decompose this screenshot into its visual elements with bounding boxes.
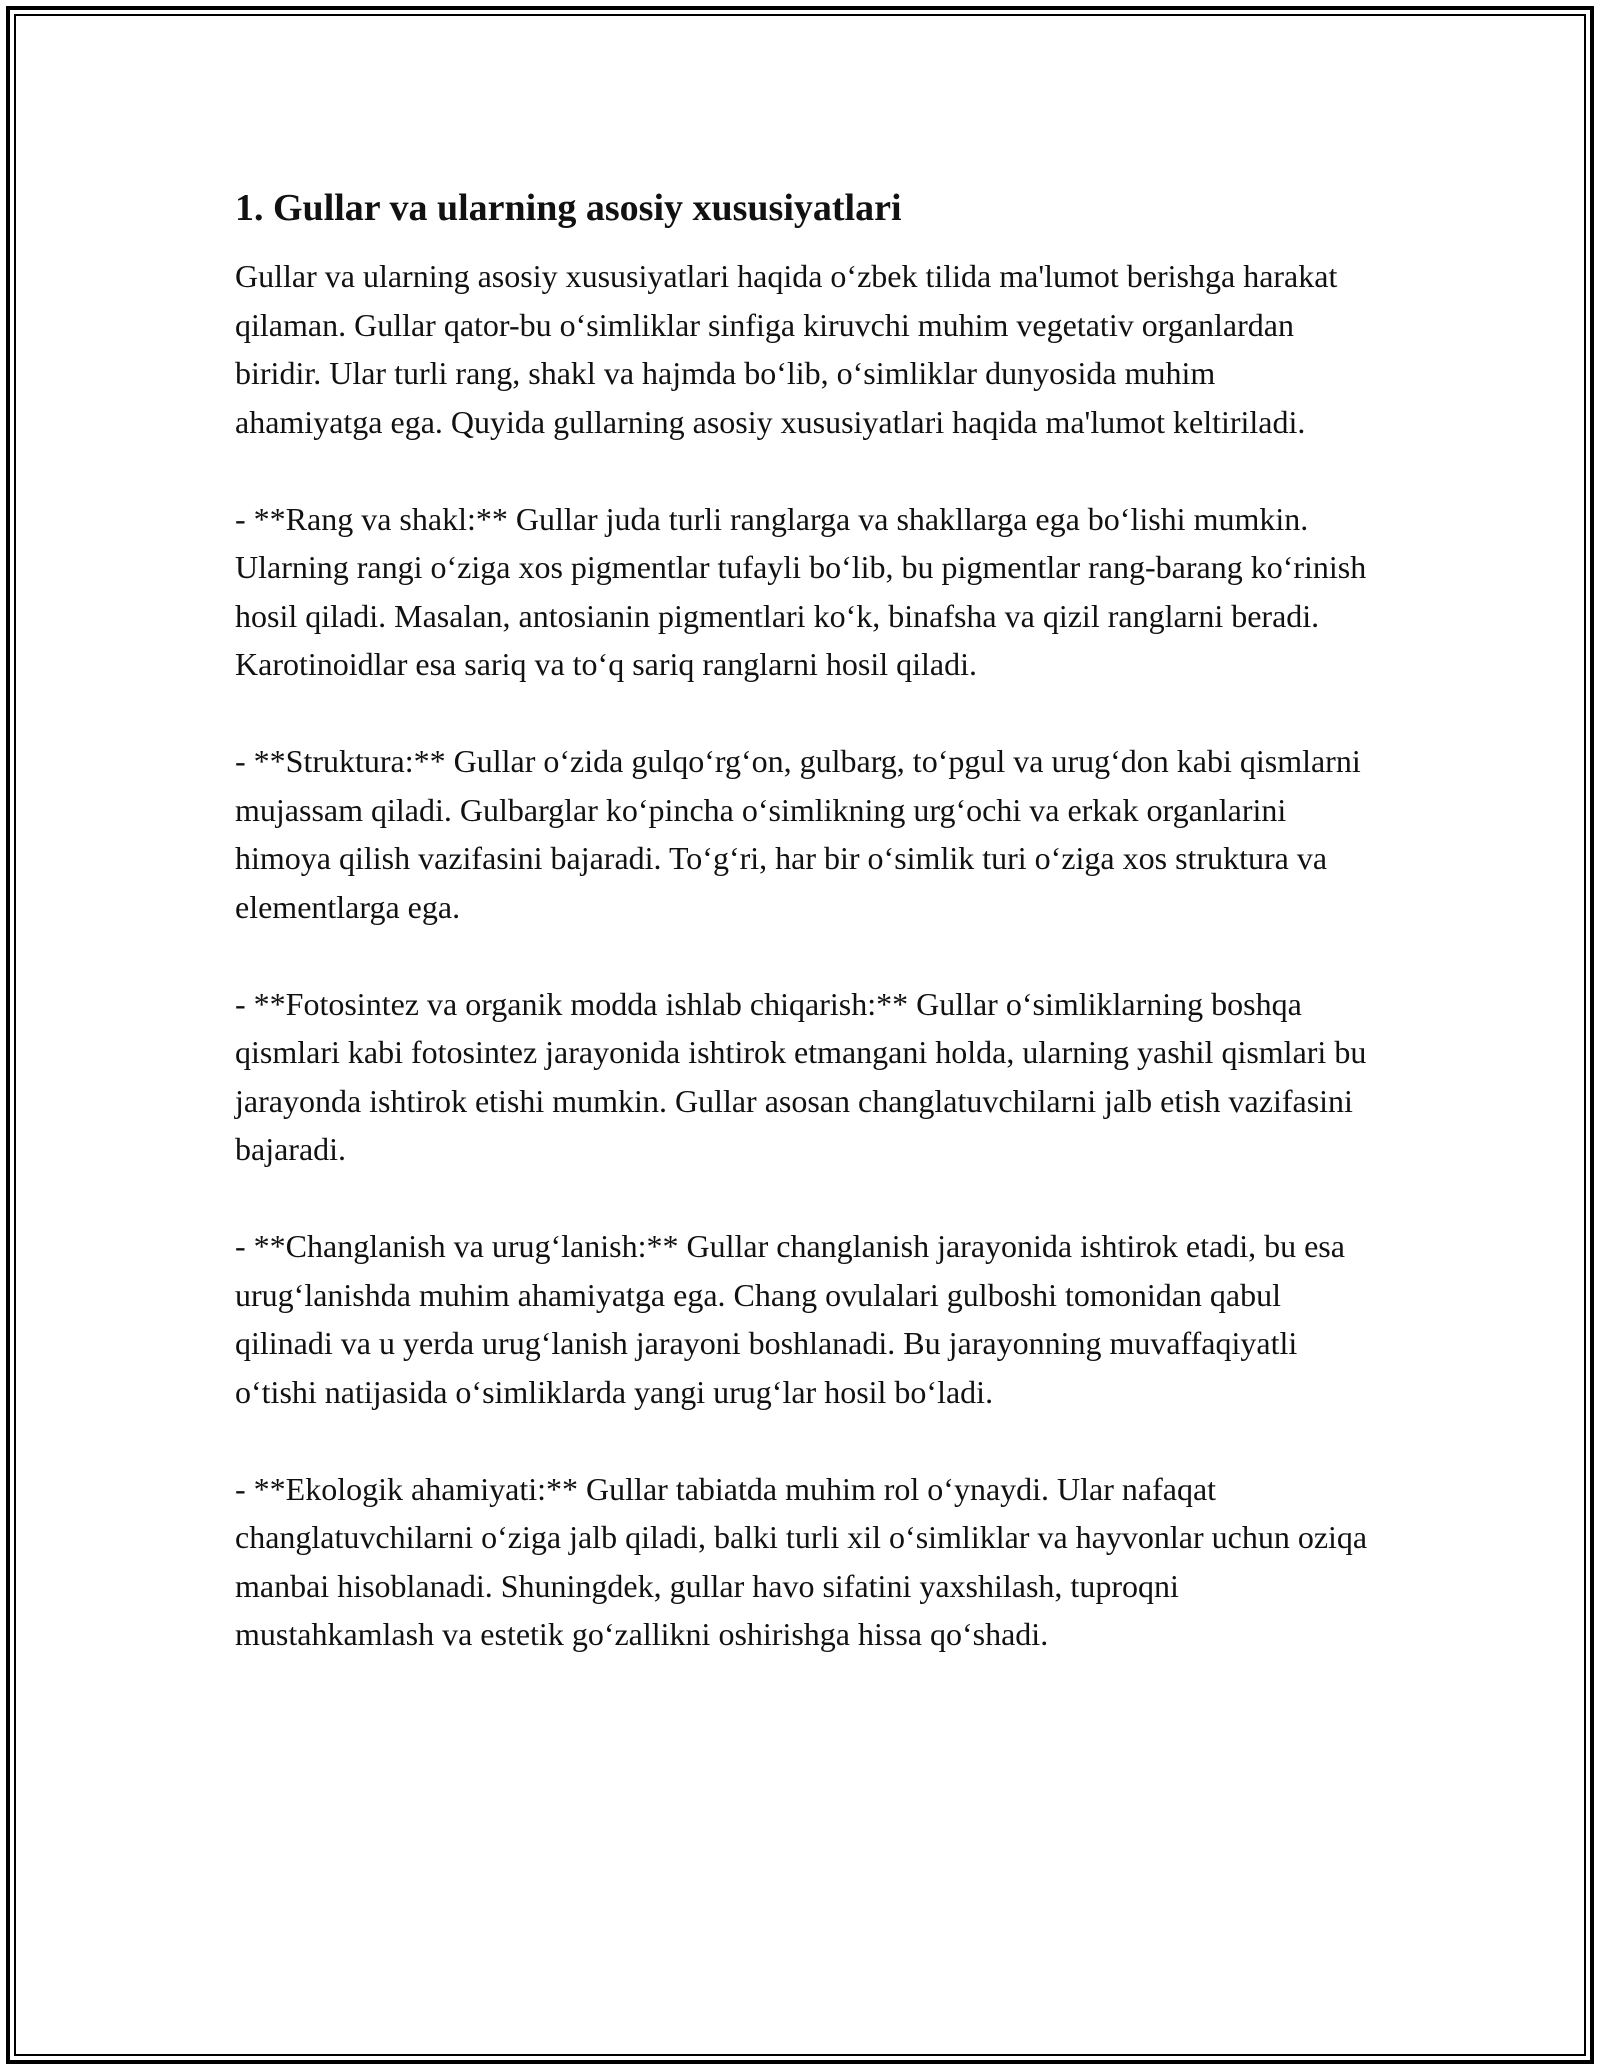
- paragraph-ekologik-ahamiyati: - **Ekologik ahamiyati:** Gullar tabiatda muhim rol o‘ynaydi. Ular nafaqat changlatuvchilarni o‘ziga jalb qiladi, balki turli xil o‘simliklar va hayvonlar uchun oziqa manbai hisoblanadi. Shuningdek, gullar havo sifatini yaxshilash, tuproqni mustahkamlash va estetik go‘zallikni oshirishga hissa qo‘shadi.: [235, 1470, 1368, 1652]
- document-title: 1. Gullar va ularning asosiy xususiyatlari: [235, 187, 902, 229]
- paragraph-struktura: - **Struktura:** Gullar o‘zida gulqo‘rg‘on, gulbarg, to‘pgul va urug‘don kabi qismlarni mujassam qiladi. Gulbarglar ko‘pincha o‘simlikning urg‘ochi va erkak organlarini himoya qilish vazifasini bajaradi. To‘g‘ri, har bir o‘simlik turi o‘ziga xos struktura va elementlarga ega.: [235, 743, 1361, 925]
- document-body: [235, 184, 1370, 1659]
- paragraph-rang-va-shakl: - **Rang va shakl:** Gullar juda turli ranglarga va shakllarga ega bo‘lishi mumkin. Ularning rangi o‘ziga xos pigmentlar tufayli bo‘lib, bu pigmentlar rang-barang ko‘rinish hosil qiladi. Masalan, antosianin pigmentlari ko‘k, binafsha va qizil ranglarni beradi. Karotinoidlar esa sariq va to‘q sariq ranglarni hosil qiladi.: [235, 500, 1367, 682]
- paragraph-fotosintez: - **Fotosintez va organik modda ishlab chiqarish:** Gullar o‘simliklarning boshqa qismlari kabi fotosintez jarayonida ishtirok etmangani holda, ularning yashil qismlari bu jarayonda ishtirok etishi mumkin. Gullar asosan changlatuvchilarni jalb etish vazifasini bajaradi.: [235, 985, 1367, 1167]
- paragraph-changlanish: - **Changlanish va urug‘lanish:** Gullar changlanish jarayonida ishtirok etadi, bu esa urug‘lanishda muhim ahamiyatga ega. Chang ovulalari gulboshi tomonidan qabul qilinadi va u yerda urug‘lanish jarayoni boshlanadi. Bu jarayonning muvaffaqiyatli o‘tishi natijasida o‘simliklarda yangi urug‘lar hosil bo‘ladi.: [235, 1228, 1345, 1410]
- paragraph-intro: Gullar va ularning asosiy xususiyatlari haqida o‘zbek tilida ma'lumot berishga harakat qilaman. Gullar qator-bu o‘simliklar sinfiga kiruvchi muhim vegetativ organlardan biridir. Ular turli rang, shakl va hajmda bo‘lib, o‘simliklar dunyosida muhim ahamiyatga ega. Quyida gullarning asosiy xususiyatlari haqida ma'lumot keltiriladi.: [235, 258, 1338, 440]
